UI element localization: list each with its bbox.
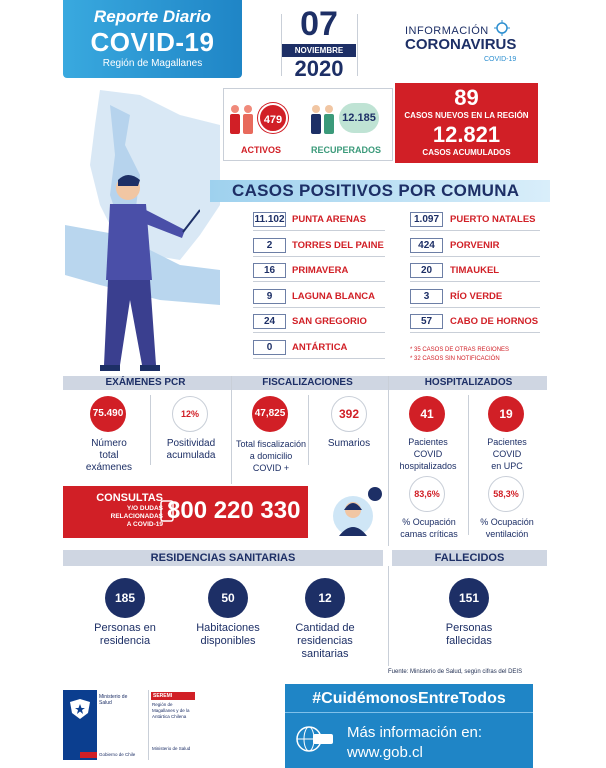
nuevos-value: 89 xyxy=(454,85,479,110)
divider xyxy=(468,395,469,535)
operator-icon xyxy=(313,486,386,538)
header-line2: COVID-19 xyxy=(90,27,215,57)
ventilacion-label xyxy=(470,516,544,540)
phone-number[interactable]: 800 220 330 xyxy=(167,497,301,524)
comuna-underline xyxy=(410,281,540,282)
fallecidos-label xyxy=(419,622,519,648)
fallecidos-title: FALLECIDOS xyxy=(434,552,505,564)
comuna-count: 20 xyxy=(410,263,443,278)
divider xyxy=(388,376,389,546)
comuna-name: PORVENIR xyxy=(450,240,500,251)
fiscalizacion-total-value: 47,825 xyxy=(252,396,288,432)
flag-stripe xyxy=(63,752,80,758)
comuna-underline xyxy=(253,358,385,359)
comuna-count: 2 xyxy=(253,238,286,253)
fiscalizaciones-title: FISCALIZACIONES xyxy=(262,377,353,388)
comuna-underline xyxy=(253,281,385,282)
header-line3: Región de Magallanes xyxy=(102,58,203,69)
consultas-line3: RELACIONADAS xyxy=(110,513,163,520)
people-green-icon xyxy=(308,104,338,138)
footer-blue-panel xyxy=(285,684,533,768)
consultas-banner xyxy=(63,486,308,538)
comuna-name: SAN GREGORIO xyxy=(292,316,367,327)
date-divider xyxy=(357,14,358,76)
habitaciones-value: 50 xyxy=(208,578,248,618)
label-line: % Ocupación xyxy=(480,517,534,527)
label-line: camas críticas xyxy=(400,529,458,539)
note-sin-notificacion: * 32 CASOS SIN NOTIFICACIÓN xyxy=(410,356,500,362)
virus-icon xyxy=(487,20,517,36)
comuna-count: 3 xyxy=(410,289,443,304)
residencias-title: RESIDENCIAS SANITARIAS xyxy=(150,552,296,564)
seremi-block xyxy=(148,690,196,760)
comuna-count: 9 xyxy=(253,289,286,304)
fiscalizacion-total-label xyxy=(232,438,310,474)
comuna-name: PUNTA ARENAS xyxy=(292,214,367,225)
date-month: NOVIEMBRE xyxy=(282,44,356,57)
acumulados-label: CASOS ACUMULADOS xyxy=(422,148,511,157)
label-line: Personas en xyxy=(94,622,156,634)
label-line: disponibles xyxy=(200,635,256,647)
globe-www-icon xyxy=(295,724,335,754)
label-line: ventilación xyxy=(485,529,529,539)
habitaciones-label xyxy=(178,622,278,648)
activos-label: ACTIVOS xyxy=(241,145,282,155)
comuna-underline xyxy=(253,256,385,257)
label-line: Habitaciones xyxy=(196,622,260,634)
label-line: total xyxy=(99,450,119,461)
date-year: 2020 xyxy=(294,56,344,81)
label-line: Cantidad de xyxy=(295,622,355,634)
label-line: a domicilio xyxy=(249,451,293,461)
consultas-line4: A COVID-19 xyxy=(126,521,163,528)
phone-icon xyxy=(160,500,174,522)
footer-divider xyxy=(285,712,533,713)
comuna-name: PRIMAVERA xyxy=(292,265,349,276)
comuna-underline xyxy=(253,332,385,333)
positividad-label xyxy=(152,438,230,462)
label-line: COVID xyxy=(492,449,522,459)
comuna-count: 57 xyxy=(410,314,443,329)
upc-value: 19 xyxy=(488,396,524,432)
label-line: Total fiscalización xyxy=(235,439,307,449)
label-line: Pacientes xyxy=(487,437,527,447)
coat-of-arms-icon xyxy=(69,698,91,720)
label-line: Positividad xyxy=(166,438,216,449)
label-line: Pacientes xyxy=(408,437,448,447)
info-line2: CORONAVIRUS xyxy=(405,36,517,53)
cantidad-residencias-label xyxy=(275,622,375,661)
comuna-underline xyxy=(253,307,385,308)
comuna-count: 16 xyxy=(253,263,286,278)
comuna-count: 0 xyxy=(253,340,286,355)
recuperados-label: RECUPERADOS xyxy=(311,145,382,155)
flag-stripe xyxy=(80,752,97,758)
header-title-box xyxy=(63,0,242,78)
activos-value: 479 xyxy=(258,103,288,133)
recuperados-value: 12.185 xyxy=(339,103,379,133)
seremi-title: SEREMI xyxy=(151,692,195,700)
sumarios-value: 392 xyxy=(331,396,367,432)
camas-value: 83,6% xyxy=(409,476,445,512)
presenter-icon xyxy=(70,170,200,375)
comuna-underline xyxy=(410,332,540,333)
comuna-count: 1.097 xyxy=(410,212,443,227)
comuna-underline xyxy=(410,256,540,257)
comuna-name: LAGUNA BLANCA xyxy=(292,291,376,302)
gob-url-link[interactable]: www.gob.cl xyxy=(347,744,423,761)
casos-box xyxy=(395,83,538,163)
consultas-line2: Y/O DUDAS xyxy=(126,505,163,512)
ministerio2-text: Ministerio de Salud xyxy=(152,746,191,751)
people-red-icon xyxy=(227,104,257,138)
comuna-notes xyxy=(410,346,509,364)
label-line: fallecidas xyxy=(446,635,492,647)
date-day: 07 xyxy=(300,5,338,43)
note-otras-regiones: * 35 CASOS DE OTRAS REGIONES xyxy=(410,347,510,353)
residencia-personas-label xyxy=(75,622,175,648)
info-line1: INFORMACIÓN xyxy=(405,25,489,37)
label-line: residencias xyxy=(297,635,353,647)
comuna-count: 24 xyxy=(253,314,286,329)
label-line: acumulada xyxy=(166,450,216,461)
nuevos-label: CASOS NUEVOS EN LA REGIÓN xyxy=(404,111,529,120)
comuna-underline xyxy=(410,307,540,308)
label-line: residencia xyxy=(99,635,151,647)
gobierno-logo-strip xyxy=(63,690,197,764)
mas-info-text: Más información en: xyxy=(347,724,483,741)
acumulados-value: 12.821 xyxy=(432,122,501,147)
camas-label xyxy=(392,516,466,540)
label-line: Personas xyxy=(445,622,493,634)
label-line: COVID + xyxy=(252,463,290,473)
pcr-total-label xyxy=(70,438,148,474)
consultas-line1: CONSULTAS xyxy=(96,492,163,504)
divider xyxy=(388,566,389,666)
comuna-name: PUERTO NATALES xyxy=(450,214,536,225)
gobierno-text: Gobierno de Chile xyxy=(99,752,136,757)
header-line1: Reporte Diario xyxy=(93,7,212,26)
comuna-count: 424 xyxy=(410,238,443,253)
pcr-title: EXÁMENES PCR xyxy=(63,377,228,388)
pacientes-label xyxy=(392,436,464,472)
hashtag: #CuidémonosEntreTodos xyxy=(312,690,506,707)
comuna-name: RÍO VERDE xyxy=(450,291,503,302)
label-line: en UPC xyxy=(491,461,523,471)
comuna-name: CABO DE HORNOS xyxy=(450,316,539,327)
fuente: Fuente: Ministerio de Salud, según cifras del DEIS xyxy=(388,669,523,675)
ministerio-text: Ministerio de Salud xyxy=(99,694,128,706)
comuna-name: ANTÁRTICA xyxy=(292,342,348,353)
comuna-name: TIMAUKEL xyxy=(450,265,500,276)
label-line: Número xyxy=(91,438,127,449)
upc-label xyxy=(470,436,544,472)
comuna-title: CASOS POSITIVOS POR COMUNA xyxy=(232,181,520,200)
label-line: sanitarias xyxy=(301,648,349,660)
seremi-sub: Región de Magallanes y de la Antártica Chilena xyxy=(152,702,190,719)
pacientes-value: 41 xyxy=(409,396,445,432)
positividad-value: 12% xyxy=(172,396,208,432)
comuna-underline xyxy=(410,230,540,231)
pcr-total-value: 75.490 xyxy=(90,396,126,432)
hospitalizados-title: HOSPITALIZADOS xyxy=(424,377,513,388)
cantidad-residencias-value: 12 xyxy=(305,578,345,618)
fallecidos-value: 151 xyxy=(449,578,489,618)
label-line: hospitalizados xyxy=(399,461,457,471)
ventilacion-value: 58,3% xyxy=(488,476,524,512)
info-line3: COVID-19 xyxy=(484,56,517,63)
residencia-personas-value: 185 xyxy=(105,578,145,618)
label-line: % Ocupación xyxy=(402,517,456,527)
comuna-underline xyxy=(253,230,385,231)
comuna-name: TORRES DEL PAINE xyxy=(292,240,384,251)
comuna-count: 11.102 xyxy=(254,214,285,225)
label-line: COVID xyxy=(413,449,443,459)
divider xyxy=(150,395,151,465)
sumarios-label: Sumarios xyxy=(327,438,371,449)
label-line: exámenes xyxy=(85,462,133,473)
